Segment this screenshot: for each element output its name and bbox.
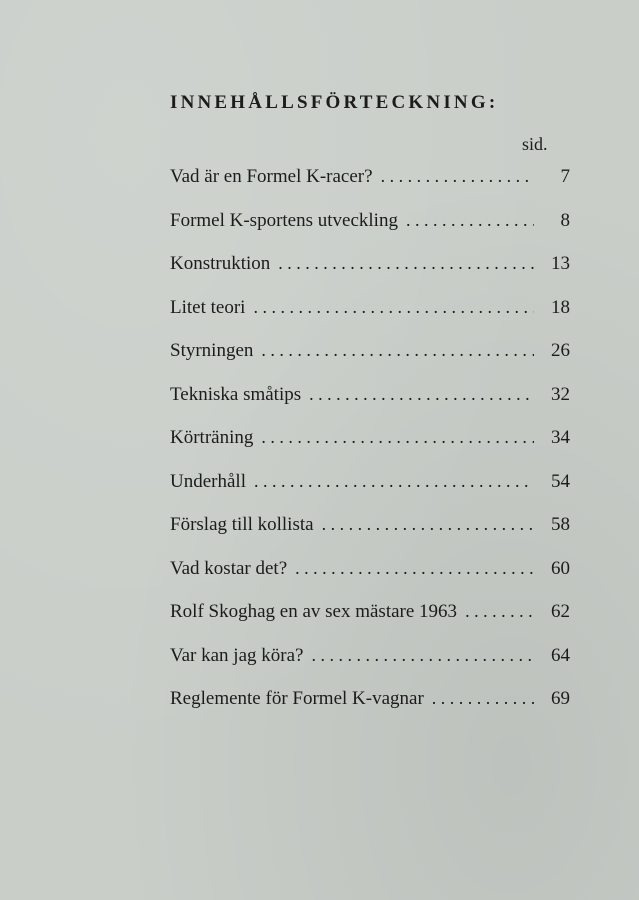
toc-entry-page-number: 69 (551, 688, 570, 709)
toc-entry-title: Styrningen (170, 340, 254, 361)
toc-entry-page-number: 8 (560, 209, 570, 231)
dot-leader (432, 688, 534, 709)
toc-entry-title: Var kan jag köra? (170, 644, 304, 666)
toc-entry-page-number: 26 (551, 340, 570, 361)
toc-entry-title: Litet teori (170, 296, 246, 318)
dot-leader (406, 210, 534, 231)
toc-heading: INNEHÅLLSFÖRTECKNING: (170, 92, 499, 113)
toc-entry-title: Formel K-sportens utveckling (170, 209, 398, 231)
toc-entry-page-number: 34 (551, 427, 570, 448)
toc-entry (170, 427, 570, 471)
toc-entry (170, 340, 570, 384)
toc-entry-page-number: 54 (551, 470, 570, 492)
toc-entry-title: Konstruktion (170, 253, 271, 274)
dot-leader (278, 253, 534, 274)
toc-entry (170, 297, 570, 341)
dot-leader (261, 340, 534, 361)
toc-entry-title: Förslag till kollista (170, 514, 314, 535)
toc-entry-title: Reglemente för Formel K-vagnar (170, 688, 424, 709)
dot-leader (261, 427, 534, 448)
toc-entry (170, 384, 570, 428)
toc-entry-title: Körträning (170, 427, 254, 448)
toc-entry-page-number: 60 (551, 557, 570, 579)
dot-leader (295, 558, 534, 579)
toc-entry (170, 688, 570, 732)
toc-entry-page-number: 64 (551, 644, 570, 666)
toc-entry (170, 558, 570, 602)
toc-entry-page-number: 18 (551, 296, 570, 318)
toc-entry-page-number: 58 (551, 514, 570, 535)
toc-entry-page-number: 7 (560, 166, 570, 187)
toc-entry-title: Underhåll (170, 470, 246, 492)
dot-leader (309, 384, 534, 405)
dot-leader (322, 514, 534, 535)
toc-entry-page-number: 13 (551, 253, 570, 274)
toc-entry (170, 645, 570, 689)
toc-entry-title: Vad är en Formel K-racer? (170, 166, 373, 187)
toc-entry-title: Tekniska småtips (170, 383, 302, 405)
dot-leader (381, 166, 534, 187)
toc-list (170, 166, 570, 732)
toc-entry-page-number: 62 (551, 601, 570, 622)
dot-leader (253, 297, 534, 318)
toc-entry (170, 601, 570, 645)
toc-entry (170, 253, 570, 297)
dot-leader (311, 645, 534, 666)
toc-entry-page-number: 32 (551, 383, 570, 405)
toc-entry-title: Vad kostar det? (170, 557, 288, 579)
toc-entry (170, 471, 570, 515)
toc-entry (170, 166, 570, 210)
toc-entry (170, 210, 570, 254)
toc-entry-title: Rolf Skoghag en av sex mästare 1963 (170, 601, 458, 622)
dot-leader (254, 471, 534, 492)
dot-leader (465, 601, 534, 622)
page-column-label: sid. (522, 134, 548, 154)
toc-entry (170, 514, 570, 558)
